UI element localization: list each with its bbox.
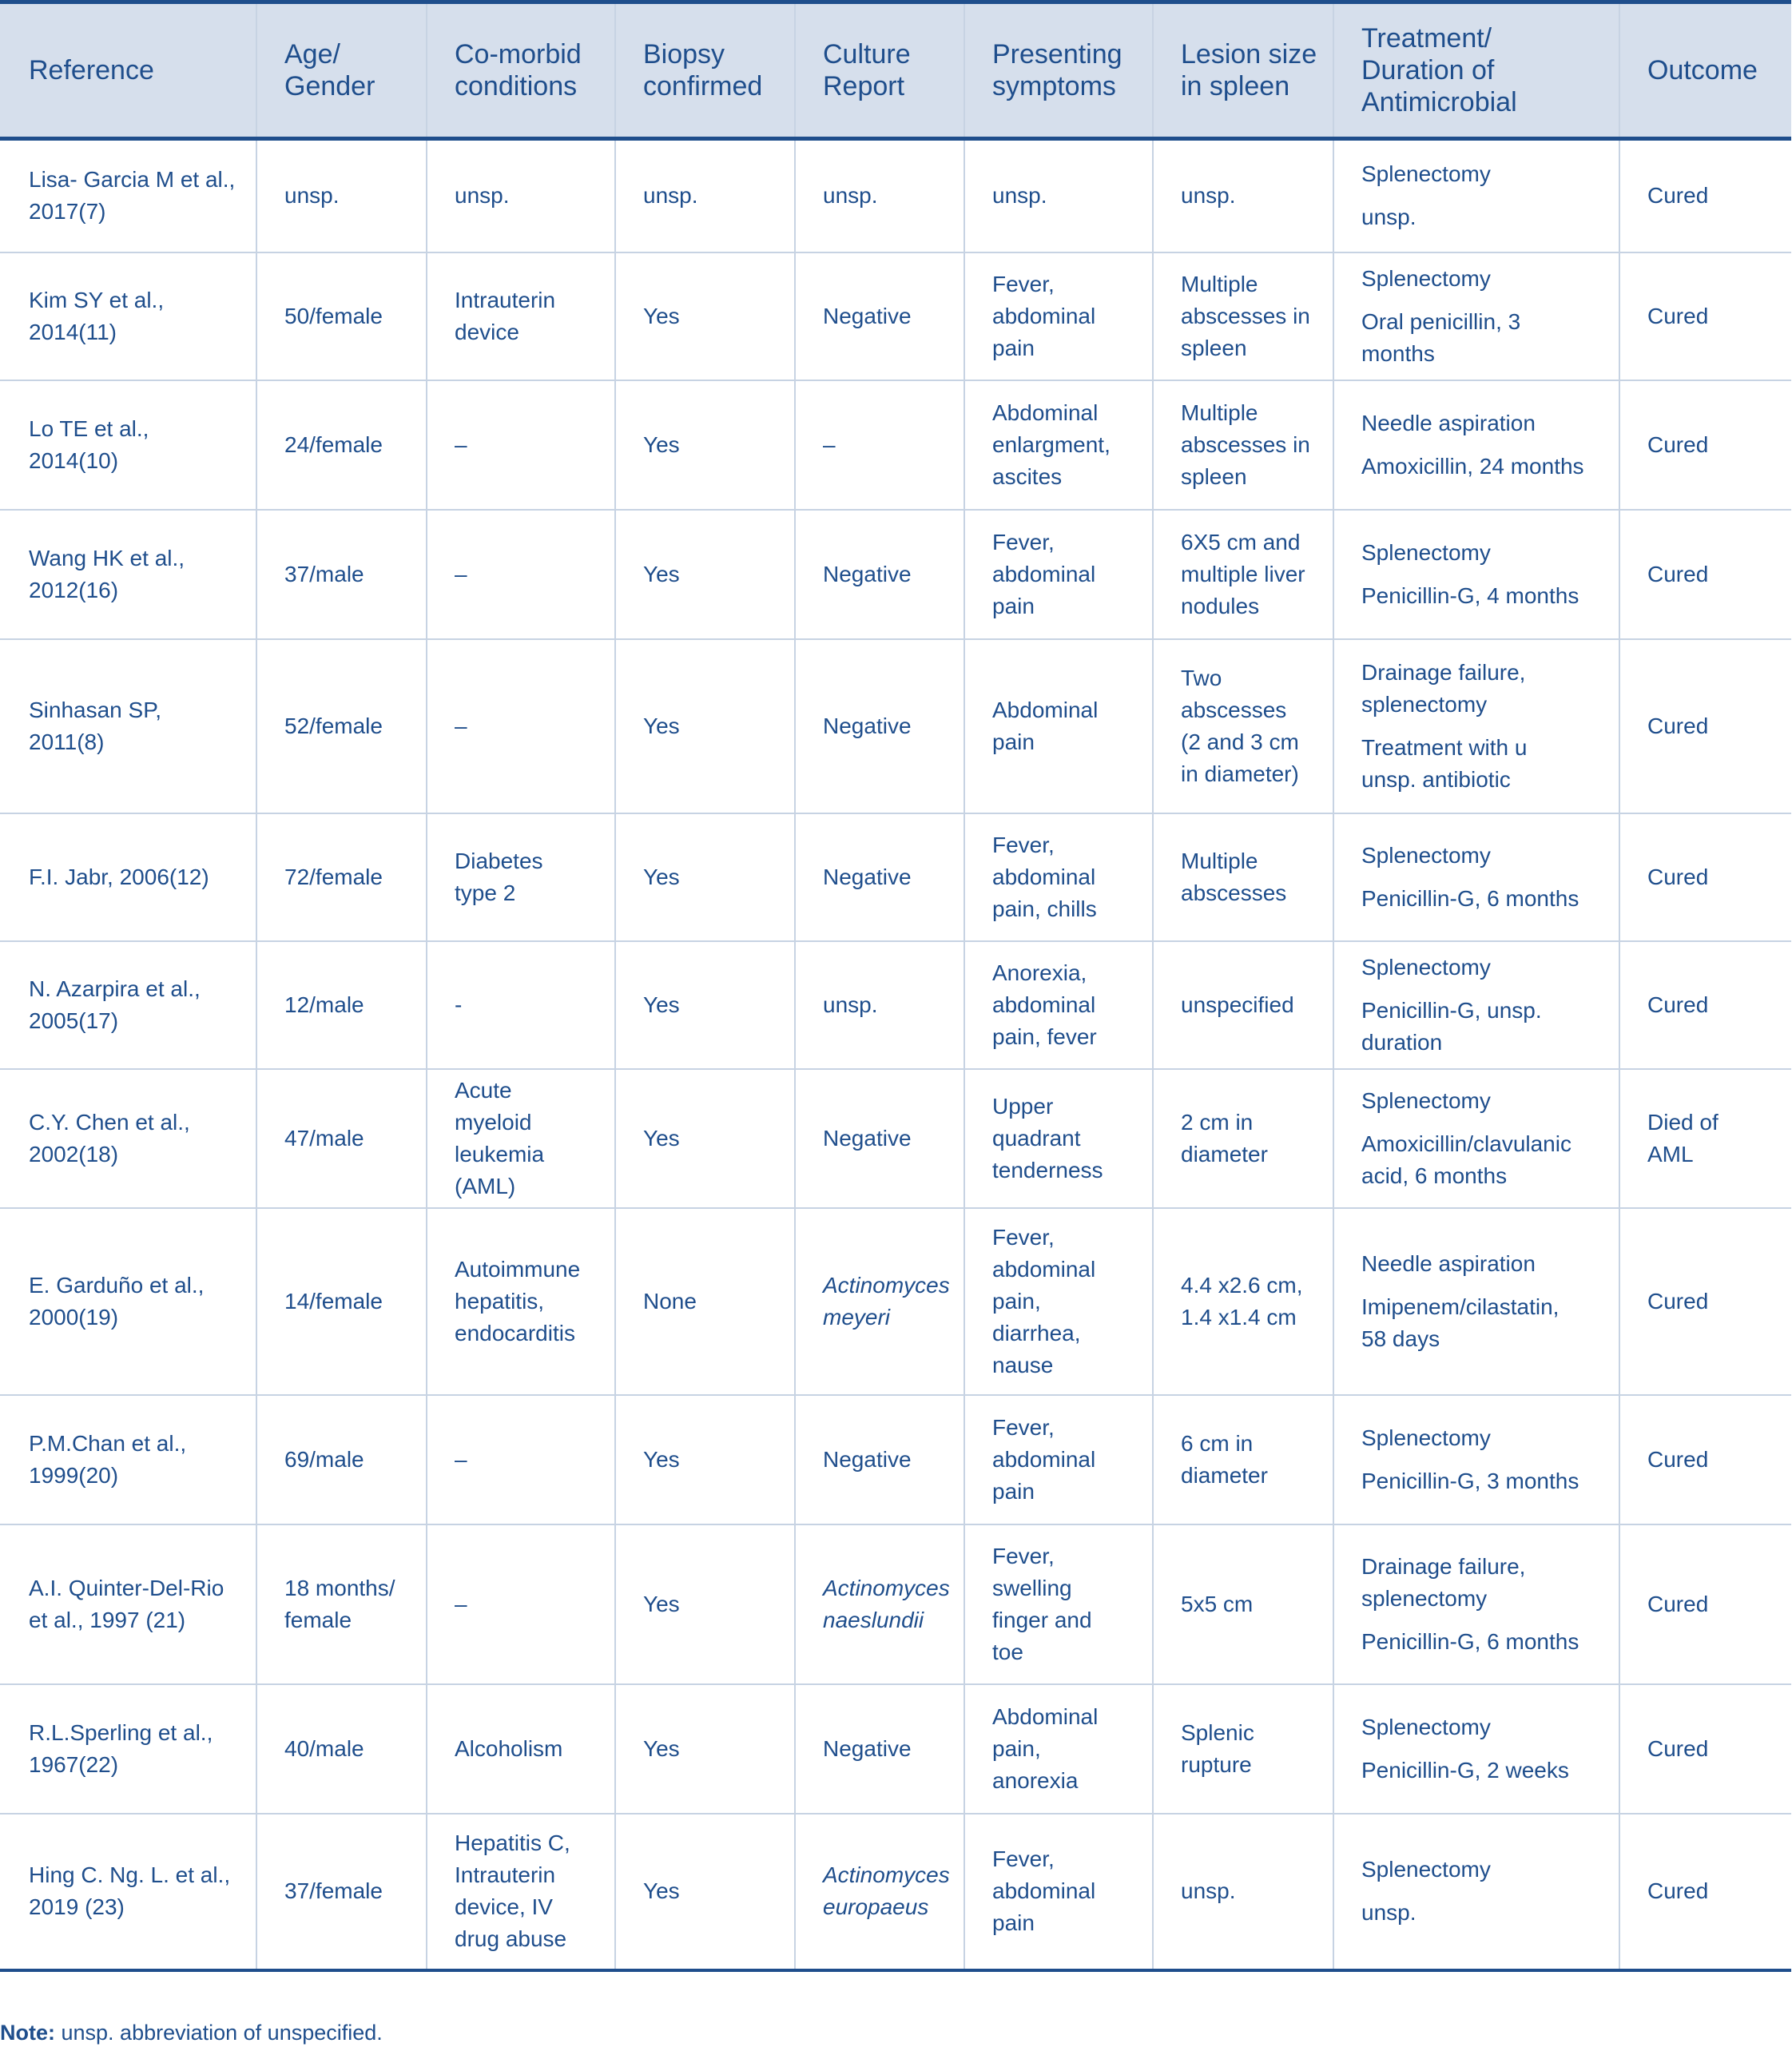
cell-biopsy: Yes xyxy=(615,1524,795,1684)
cell-age-gender: 37/female xyxy=(256,1814,427,1970)
cell-treatment xyxy=(1333,1684,1619,1814)
treatment-antimicrobial: unsp. xyxy=(1361,205,1417,230)
treatment-procedure: Splenectomy xyxy=(1361,842,1491,868)
cell-lesion: 6X5 cm and multiple liver nodules xyxy=(1153,510,1333,639)
treatment-antimicrobial: Amoxicillin, 24 months xyxy=(1361,453,1584,479)
cell-outcome: Cured xyxy=(1619,1684,1791,1814)
cell-age-gender: 18 months/ female xyxy=(256,1524,427,1684)
treatment-procedure: Splenectomy xyxy=(1361,1087,1491,1113)
note-text: unsp. abbreviation of unspecified. xyxy=(55,2021,383,2045)
cell-comorbid: – xyxy=(427,380,615,510)
cell-symptoms: Fever, abdominal pain xyxy=(964,252,1153,380)
table-row xyxy=(0,1684,1791,1814)
treatment-antimicrobial: Penicillin-G, 6 months xyxy=(1361,1628,1579,1654)
cell-symptoms: unsp. xyxy=(964,139,1153,252)
cell-outcome: Cured xyxy=(1619,510,1791,639)
treatment-procedure: Splenectomy xyxy=(1361,954,1491,980)
treatment-procedure: Splenectomy xyxy=(1361,161,1491,187)
cell-culture: Negative xyxy=(795,1069,964,1208)
cell-symptoms: Anorexia, abdominal pain, fever xyxy=(964,941,1153,1069)
treatment-antimicrobial: Penicillin-G, 3 months xyxy=(1361,1468,1579,1493)
cell-reference: Lisa- Garcia M et al., 2017(7) xyxy=(0,139,256,252)
cell-reference: E. Garduño et al., 2000(19) xyxy=(0,1208,256,1395)
cell-culture: Negative xyxy=(795,639,964,813)
cell-outcome: Cured xyxy=(1619,1208,1791,1395)
column-header-reference: Reference xyxy=(0,2,256,139)
cell-age-gender: 47/male xyxy=(256,1069,427,1208)
cell-biopsy: Yes xyxy=(615,380,795,510)
cell-outcome: Died of AML xyxy=(1619,1069,1791,1208)
treatment-procedure: Drainage failure, splenectomy xyxy=(1361,1553,1526,1611)
cell-treatment xyxy=(1333,252,1619,380)
cell-symptoms: Fever, abdominal pain, chills xyxy=(964,813,1153,941)
cell-lesion: unsp. xyxy=(1153,139,1333,252)
cell-comorbid: unsp. xyxy=(427,139,615,252)
header-row xyxy=(0,2,1791,139)
treatment-procedure: Splenectomy xyxy=(1361,1857,1491,1882)
table-row xyxy=(0,1395,1791,1524)
cell-symptoms: Fever, abdominal pain xyxy=(964,1814,1153,1970)
cell-reference: Hing C. Ng. L. et al., 2019 (23) xyxy=(0,1814,256,1970)
cell-outcome: Cured xyxy=(1619,639,1791,813)
cell-lesion: 5x5 cm xyxy=(1153,1524,1333,1684)
table-body xyxy=(0,139,1791,1970)
cell-reference: Wang HK et al., 2012(16) xyxy=(0,510,256,639)
cell-lesion: 4.4 x2.6 cm, 1.4 x1.4 cm xyxy=(1153,1208,1333,1395)
cell-lesion: 6 cm in diameter xyxy=(1153,1395,1333,1524)
treatment-procedure: Drainage failure, splenectomy xyxy=(1361,659,1526,717)
cell-age-gender: 14/female xyxy=(256,1208,427,1395)
cell-comorbid: Intrauterin device xyxy=(427,252,615,380)
cell-treatment xyxy=(1333,510,1619,639)
column-header-comorbid: Co-morbid conditions xyxy=(427,2,615,139)
cell-culture: Negative xyxy=(795,1395,964,1524)
cell-comorbid: Autoimmune hepatitis, endocarditis xyxy=(427,1208,615,1395)
table-row xyxy=(0,1814,1791,1970)
cell-symptoms: Abdominal pain, anorexia xyxy=(964,1684,1153,1814)
cell-age-gender: 72/female xyxy=(256,813,427,941)
treatment-procedure: Splenectomy xyxy=(1361,539,1491,565)
cell-lesion: Splenic rupture xyxy=(1153,1684,1333,1814)
cell-biopsy: Yes xyxy=(615,941,795,1069)
cell-treatment xyxy=(1333,813,1619,941)
cell-biopsy: Yes xyxy=(615,252,795,380)
treatment-antimicrobial: Penicillin-G, unsp. duration xyxy=(1361,997,1542,1055)
cell-lesion: Multiple abscesses in spleen xyxy=(1153,380,1333,510)
cell-symptoms: Fever, abdominal pain xyxy=(964,510,1153,639)
cell-comorbid: – xyxy=(427,639,615,813)
cell-outcome: Cured xyxy=(1619,941,1791,1069)
table-row xyxy=(0,941,1791,1069)
table-note xyxy=(0,2018,383,2047)
cell-treatment xyxy=(1333,139,1619,252)
cell-culture: Actinomyces naeslundii xyxy=(795,1524,964,1684)
cell-biopsy: Yes xyxy=(615,1684,795,1814)
cell-comorbid: – xyxy=(427,510,615,639)
cell-culture: Negative xyxy=(795,1684,964,1814)
cell-biopsy: Yes xyxy=(615,813,795,941)
cell-comorbid: Diabetes type 2 xyxy=(427,813,615,941)
table-row xyxy=(0,510,1791,639)
cell-biopsy: Yes xyxy=(615,1395,795,1524)
cell-lesion: unsp. xyxy=(1153,1814,1333,1970)
cell-symptoms: Upper quadrant tenderness xyxy=(964,1069,1153,1208)
cell-biopsy: Yes xyxy=(615,639,795,813)
treatment-antimicrobial: Treatment with u unsp. antibiotic xyxy=(1361,734,1528,792)
cell-culture: Negative xyxy=(795,252,964,380)
table-row xyxy=(0,1524,1791,1684)
column-header-age-gender: Age/ Gender xyxy=(256,2,427,139)
column-header-lesion: Lesion size in spleen xyxy=(1153,2,1333,139)
cell-culture: Actinomyces europaeus xyxy=(795,1814,964,1970)
cell-treatment xyxy=(1333,380,1619,510)
cell-outcome: Cured xyxy=(1619,1814,1791,1970)
treatment-procedure: Splenectomy xyxy=(1361,265,1491,291)
cell-reference: Lo TE et al., 2014(10) xyxy=(0,380,256,510)
cell-biopsy: Yes xyxy=(615,1814,795,1970)
cell-treatment xyxy=(1333,1395,1619,1524)
cell-comorbid: – xyxy=(427,1395,615,1524)
treatment-procedure: Needle aspiration xyxy=(1361,1250,1536,1276)
cell-biopsy: unsp. xyxy=(615,139,795,252)
cell-outcome: Cured xyxy=(1619,1395,1791,1524)
cell-age-gender: 37/male xyxy=(256,510,427,639)
cell-lesion: Two abscesses (2 and 3 cm in diameter) xyxy=(1153,639,1333,813)
table-row xyxy=(0,252,1791,380)
cell-culture: – xyxy=(795,380,964,510)
treatment-antimicrobial: Penicillin-G, 6 months xyxy=(1361,885,1579,911)
cell-lesion: Multiple abscesses in spleen xyxy=(1153,252,1333,380)
cell-lesion: Multiple abscesses xyxy=(1153,813,1333,941)
cell-symptoms: Fever, abdominal pain, diarrhea, nause xyxy=(964,1208,1153,1395)
cell-biopsy: None xyxy=(615,1208,795,1395)
cell-biopsy: Yes xyxy=(615,1069,795,1208)
cell-age-gender: 12/male xyxy=(256,941,427,1069)
cell-treatment xyxy=(1333,941,1619,1069)
cell-outcome: Cured xyxy=(1619,139,1791,252)
table-row xyxy=(0,1069,1791,1208)
cell-culture: Negative xyxy=(795,510,964,639)
treatment-antimicrobial: Imipenem/cilastatin, 58 days xyxy=(1361,1294,1560,1351)
cell-age-gender: 24/female xyxy=(256,380,427,510)
cell-culture: unsp. xyxy=(795,139,964,252)
treatment-procedure: Splenectomy xyxy=(1361,1714,1491,1739)
cell-age-gender: 50/female xyxy=(256,252,427,380)
column-header-biopsy: Biopsy confirmed xyxy=(615,2,795,139)
cell-age-gender: 69/male xyxy=(256,1395,427,1524)
cell-symptoms: Fever, swelling finger and toe xyxy=(964,1524,1153,1684)
cell-comorbid: – xyxy=(427,1524,615,1684)
cell-treatment xyxy=(1333,1069,1619,1208)
cell-lesion: unspecified xyxy=(1153,941,1333,1069)
cell-comorbid: Alcoholism xyxy=(427,1684,615,1814)
treatment-antimicrobial: Oral penicillin, 3 months xyxy=(1361,308,1521,366)
cell-lesion: 2 cm in diameter xyxy=(1153,1069,1333,1208)
note-label: Note: xyxy=(0,2021,55,2045)
cell-outcome: Cured xyxy=(1619,1524,1791,1684)
table-row xyxy=(0,139,1791,252)
cell-age-gender: 52/female xyxy=(256,639,427,813)
cell-symptoms: Abdominal pain xyxy=(964,639,1153,813)
table-row xyxy=(0,1208,1791,1395)
cell-treatment xyxy=(1333,1208,1619,1395)
cell-age-gender: unsp. xyxy=(256,139,427,252)
cell-reference: P.M.Chan et al., 1999(20) xyxy=(0,1395,256,1524)
column-header-culture: Culture Report xyxy=(795,2,964,139)
cell-symptoms: Abdominal enlargment, ascites xyxy=(964,380,1153,510)
cell-reference: F.I. Jabr, 2006(12) xyxy=(0,813,256,941)
cell-comorbid: Hepatitis C, Intrauterin device, IV drug abuse xyxy=(427,1814,615,1970)
cell-reference: R.L.Sperling et al., 1967(22) xyxy=(0,1684,256,1814)
cell-reference: Kim SY et al., 2014(11) xyxy=(0,252,256,380)
cell-symptoms: Fever, abdominal pain xyxy=(964,1395,1153,1524)
cell-comorbid: - xyxy=(427,941,615,1069)
cell-outcome: Cured xyxy=(1619,380,1791,510)
cell-biopsy: Yes xyxy=(615,510,795,639)
cell-reference: N. Azarpira et al., 2005(17) xyxy=(0,941,256,1069)
cell-culture: Actinomyces meyeri xyxy=(795,1208,964,1395)
treatment-antimicrobial: Penicillin-G, 2 weeks xyxy=(1361,1757,1569,1783)
column-header-symptoms: Presenting symptoms xyxy=(964,2,1153,139)
cell-reference: A.I. Quinter-Del-Rio et al., 1997 (21) xyxy=(0,1524,256,1684)
treatment-antimicrobial: unsp. xyxy=(1361,1900,1417,1925)
cell-age-gender: 40/male xyxy=(256,1684,427,1814)
treatment-procedure: Splenectomy xyxy=(1361,1425,1491,1450)
cell-reference: Sinhasan SP, 2011(8) xyxy=(0,639,256,813)
table-row xyxy=(0,639,1791,813)
cell-reference: C.Y. Chen et al., 2002(18) xyxy=(0,1069,256,1208)
column-header-outcome: Outcome xyxy=(1619,2,1791,139)
table-row xyxy=(0,380,1791,510)
treatment-procedure: Needle aspiration xyxy=(1361,410,1536,435)
treatment-antimicrobial: Amoxicillin/clavulanic acid, 6 months xyxy=(1361,1131,1571,1188)
cell-culture: Negative xyxy=(795,813,964,941)
table-row xyxy=(0,813,1791,941)
cell-comorbid: Acute myeloid leukemia (AML) xyxy=(427,1069,615,1208)
cell-treatment xyxy=(1333,639,1619,813)
cell-treatment xyxy=(1333,1814,1619,1970)
cell-culture: unsp. xyxy=(795,941,964,1069)
cell-outcome: Cured xyxy=(1619,813,1791,941)
cell-treatment xyxy=(1333,1524,1619,1684)
column-header-treatment: Treatment/ Duration of Antimicrobial xyxy=(1333,2,1619,139)
cell-outcome: Cured xyxy=(1619,252,1791,380)
treatment-antimicrobial: Penicillin-G, 4 months xyxy=(1361,582,1579,608)
